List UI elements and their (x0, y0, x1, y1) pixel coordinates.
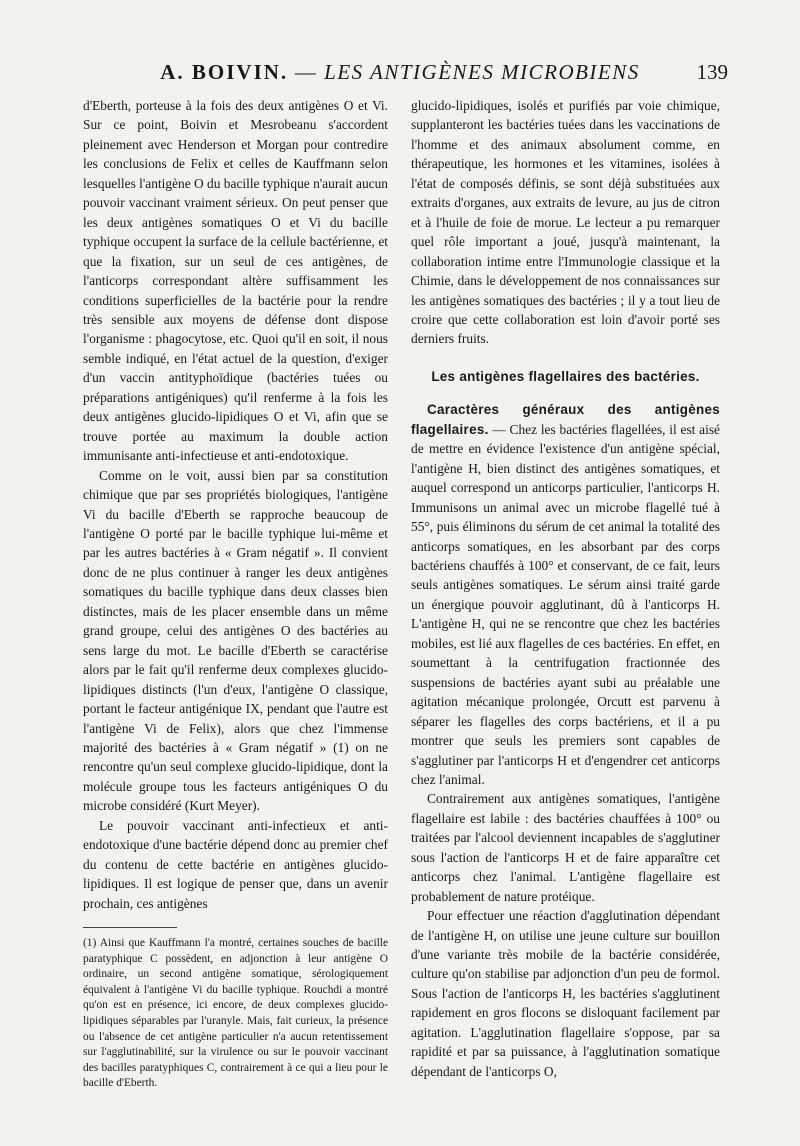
left-column (83, 96, 388, 1092)
header-subject: LES ANTIGÈNES MICROBIENS (324, 60, 640, 84)
page-number: 139 (696, 60, 728, 84)
footnote-rule (83, 927, 177, 928)
left-paragraph-1: d'Eberth, porteuse à la fois des deux antigènes O et Vi. Sur ce point, Boivin et Mesrobeanu s'accordent pleinement avec Henderson et Morgan pour contredire les conclusions de Felix et celles de Kauffmann selon lesquelles l'antigène O du bacille typhique n'aurait aucun pouvoir vaccinant vraiment sérieux. On peut penser que les deux antigènes somatiques O et Vi du bacille typhique occupent la surface de la cellule bactérienne, et que la fixation, sur un seul de ces antigènes, de l'anticorps correspondant altère suffisamment les conditions superficielles de la bactérie pour la rendre très sensible aux moyens de défense dont dispose l'organisme : phagocytose, etc. Quoi qu'il en soit, il nous semble indiqué, en l'état actuel de la question, d'exiger d'un vaccin antityphoïdique (bactéries tuées ou préparations antigéniques) qu'il renferme à la fois les deux antigènes glucido-lipidiques O et Vi, afin que se trouve portée au maximum la double action immunisante anti-infectieuse et anti-endotoxique. (83, 98, 388, 464)
header-separator: — (288, 60, 325, 84)
footnote: (1) Ainsi que Kauffmann l'a montré, certaines souches de bacille paratyphique C possèdent, en adjonction à leur antigène O ordinaire, un second antigène somatique, sérologiquement équivalent à l'antigène Vi du bacille typhique. Rouchdi a montré qu'on est en présence, ici encore, de deux complexes glucido-lipidiques séparables par l'uranyle. Mais, fait curieux, la présence ou l'absence de cet antigène particulier n'a aucun retentissement sur l'agglutinabilité, sur la virulence ou sur le pouvoir vaccinant des bacilles paratyphiques C, contrairement à ce qui a lieu pour le bacille d'Eberth. (83, 937, 388, 1090)
subsection-heading: Caractères généraux des antigènes flagellaires. (411, 402, 720, 437)
running-header (80, 60, 728, 92)
right-paragraph-3: Contrairement aux antigènes somatiques, l'antigène flagellaire est labile : des bactéries chauffées à 100° ou traitées par l'alcool deviennent incapables de s'agglutiner sous l'action de l'anticorps H et de faire apparaître cet anticorps chez l'animal. L'antigène flagellaire est probablement de nature protéique. (411, 791, 720, 904)
right-column (411, 96, 720, 1081)
right-paragraph-1: glucido-lipidiques, isolés et purifiés par voie chimique, supplanteront les bactéries tuées dans les vaccinations de l'homme et des animaux absolument comme, en thérapeutique, les hormones et les vitamines, isolées à l'état de composés définis, se sont déjà substituées aux extraits d'organes, aux extraits de levure, au jus de citron et à l'huile de foie de morue. Le lecteur a pu remarquer quel rôle important a joué, jusqu'à maintenant, la collaboration intime entre l'Immunologie classique et la Chimie, dans le développement de nos connaissances sur les antigènes somatiques des bactéries ; il y a tout lieu de croire que cette collaboration est loin d'avoir porté ses derniers fruits. (411, 98, 720, 347)
left-paragraph-3: Le pouvoir vaccinant anti-infectieux et anti-endotoxique d'une bactérie dépend donc au premier chef du contenu de cette bactérie en antigènes glucido-lipidiques. Il est logique de penser que, dans un avenir prochain, ces antigènes (83, 817, 388, 911)
running-title (80, 60, 720, 85)
right-paragraph-2 (411, 400, 720, 789)
right-paragraph-4: Pour effectuer une réaction d'agglutination dépendant de l'antigène H, on utilise une jeune culture sur bouillon d'une variante très mobile de la bactérie considérée, culture qu'on stabilise par adjonction d'un peu de formol. Sous l'action de l'anticorps H, les bactéries s'agglutinent rapidement en gros flocons se disloquant facilement par agitation. L'agglutination flagellaire s'oppose, par sa rapidité et par sa puissance, à l'agglutination somatique dépendant de l'anticorps O, (411, 908, 720, 1079)
left-paragraph-2: Comme on le voit, aussi bien par sa constitution chimique que par ses propriétés biologiques, l'antigène Vi du bacille d'Eberth se rapproche beaucoup de l'antigène O porté par le bacille typhique lui-même et par les autres bactéries à « Gram négatif ». Il convient donc de ne plus continuer à ranger les deux antigènes somatiques du bacille typhique dans deux classes bien distinctes, mais de les placer ensemble dans un même grand groupe, celui des antigènes O des bactéries au sens large du mot. Le bacille d'Eberth se caractérise alors par le fait qu'il renferme deux complexes glucido-lipidiques distincts (l'un d'eux, l'antigène O classique, portant le facteur antigénique IX, pendant que l'autre est l'antigène Vi de Felix), alors que chez l'immense majorité des bactéries à « Gram négatif » (1) on ne rencontre qu'un seul complexe glucido-lipidique, dont la molécule groupe tous les facteurs antigéniques O du microbe considéré (Kurt Meyer). (83, 467, 388, 814)
header-author: A. BOIVIN. (160, 60, 289, 84)
right-paragraph-2-body: — Chez les bactéries flagellées, il est aisé de mettre en évidence l'existence d'un antigène spécial, l'antigène H, bien distinct des antigènes somatiques, et auquel correspond un anticorps particulier, l'anticorps H. Immunisons un animal avec un microbe flagellé tué à 55°, puis éliminons du sérum de cet animal la totalité des anticorps somatiques, en les absorbant par des corps bactériens chauffés à 100° et conservant, de ce fait, leurs seuls antigènes somatiques. Le sérum ainsi traité garde un énergique pouvoir agglutinant, dû à l'anticorps H. L'antigène H, qui ne se rencontre que chez les bactéries mobiles, est lié aux flagelles de ces bactéries. En effet, en soumettant à la centrifugation fractionnée des suspensions de bactéries ayant subi au préalable une agitation mécanique prolongée, Orcutt est parvenu à séparer les flagelles des corps bactériens, et il a pu montrer que seuls les premiers sont capables de s'agglutiner par l'anticorps H et d'engendrer cet anticorps chez l'animal. (411, 421, 720, 787)
section-title: Les antigènes flagellaires des bactéries. (431, 368, 700, 384)
